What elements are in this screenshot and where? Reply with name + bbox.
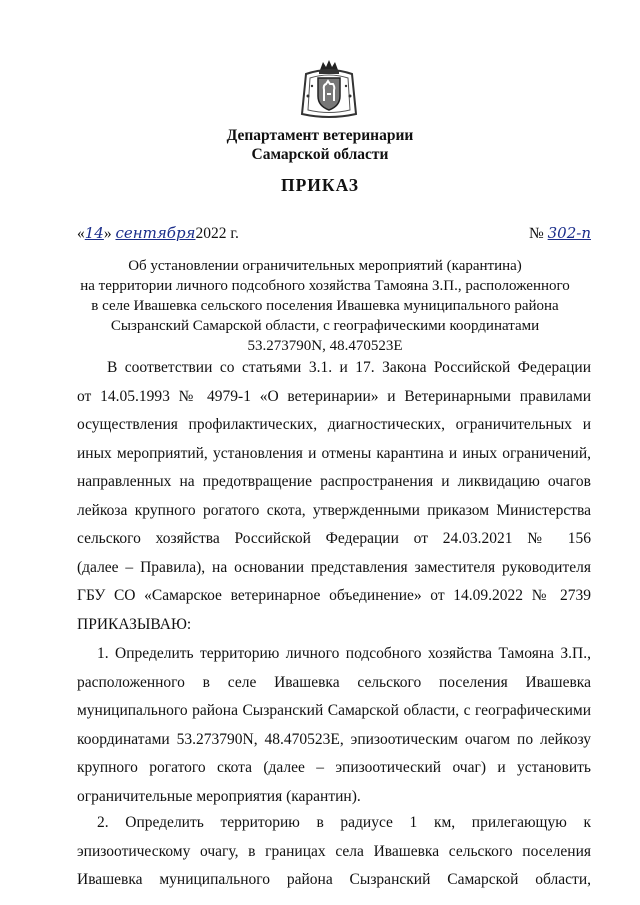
subject-line: 53.273790N, 48.470523E — [247, 338, 403, 354]
order-word: ПРИКАЗЫВАЮ: — [77, 615, 192, 633]
item-1-line: муниципального района Сызранский Самарской области, с географическими — [77, 702, 591, 719]
document-title: ПРИКАЗ — [280, 175, 360, 195]
order-subject — [60, 256, 590, 356]
item-2-line: эпизоотическому очагу, в границах села Ивашевка сельского поселения — [77, 842, 591, 860]
item-1-paragraph — [77, 640, 591, 811]
date-month: сентября — [115, 224, 196, 242]
item-2-line: Ивашевка муниципального района Сызранский Самарской области, — [77, 871, 591, 888]
item-1-line: ограничительные мероприятия (карантин). — [77, 787, 361, 805]
preamble-paragraph — [77, 354, 591, 639]
coat-of-arms-emblem — [296, 56, 362, 122]
preamble-line: от 14.05.1993 № 4979-1 «О ветеринарии» и Ветеринарными правилами — [77, 387, 591, 405]
number-prefix: № — [528, 225, 544, 242]
item-2-line: 2. Определить территорию в радиусе 1 км, прилегающую к — [97, 814, 591, 831]
item-2-paragraph — [77, 809, 591, 895]
document-number — [529, 224, 591, 243]
date-year: 2022 г. — [195, 225, 239, 242]
date-number-line — [77, 224, 591, 246]
preamble-line: ГБУ СО «Самарское ветеринарное объединение» от 14.09.2022 № 2739 — [77, 587, 591, 604]
preamble-line: сельского хозяйства Российской Федерации от 24.03.2021 № 156 — [77, 530, 591, 547]
item-1-line: крупного рогатого скота (далее – эпизоотический очаг) и установить — [77, 759, 591, 776]
date-open-quote: « — [77, 225, 85, 242]
item-1-line: расположенного в селе Ивашевка сельского поселения Ивашевка — [77, 673, 591, 691]
number-value: 302-п — [547, 224, 591, 242]
preamble-line: направленных на предотвращение распространения и ликвидацию очагов — [77, 473, 591, 490]
document-date — [77, 224, 239, 243]
department-name-line2: Самарской области — [251, 146, 389, 163]
date-day: 14 — [84, 224, 104, 242]
subject-line: Сызранский Самарской области, с географическими координатами — [110, 318, 540, 334]
subject-line: Об установлении ограничительных мероприятий (карантина) — [128, 258, 522, 274]
preamble-line: лейкоза крупного рогатого скота, утвержденными приказом Министерства — [77, 501, 591, 519]
preamble-line: осуществления профилактических, диагностических, ограничительных и — [77, 416, 591, 433]
subject-line: на территории личного подсобного хозяйства Тамояна З.П., расположенного — [80, 278, 570, 294]
subject-line: в селе Ивашевка сельского поселения Ивашевка муниципального района — [91, 298, 559, 314]
preamble-line: В соответствии со статьями 3.1. и 17. Закона Российской Федерации — [107, 359, 591, 376]
item-1-line: координатами 53.273790N, 48.470523E, эпизоотическим очагом по лейкозу — [77, 730, 591, 748]
date-close-quote: » — [103, 225, 112, 242]
item-1-line: 1. Определить территорию личного подсобного хозяйства Тамояна З.П., — [97, 645, 591, 662]
preamble-line: (далее – Правила), на основании представления заместителя руководителя — [77, 558, 591, 576]
department-name-line1: Департамент ветеринарии — [226, 127, 414, 144]
preamble-line: иных мероприятий, установления и отмены карантина и иных ограничений, — [77, 444, 591, 462]
